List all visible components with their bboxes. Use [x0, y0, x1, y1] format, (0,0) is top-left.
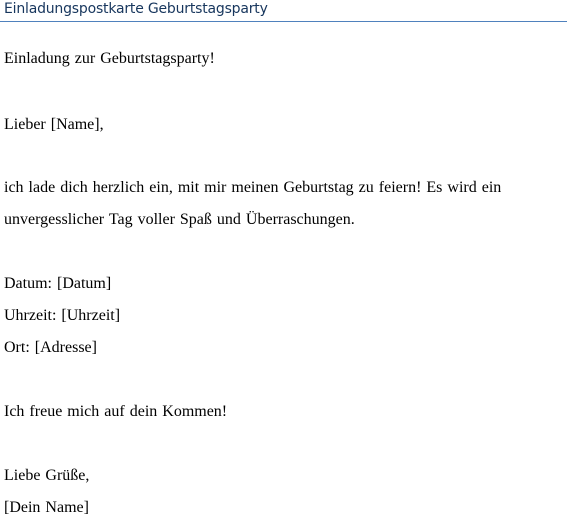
time-line: Uhrzeit: [Uhrzeit]: [4, 307, 121, 324]
date-line: Datum: [Datum]: [4, 275, 112, 292]
letter-greeting: Liebe Grüße,: [4, 467, 90, 484]
letter-salutation: Lieber [Name],: [4, 116, 104, 133]
letter-body-line-1: ich lade dich herzlich ein, mit mir meinen Geburtstag zu feiern! Es wird ein: [4, 179, 502, 196]
letter-signature: [Dein Name]: [4, 499, 89, 516]
place-line: Ort: [Adresse]: [4, 339, 97, 356]
letter-body-line-2: unvergesslicher Tag voller Spaß und Überraschungen.: [4, 211, 355, 228]
document-title: Einladungspostkarte Geburtstagsparty: [4, 1, 268, 17]
document-header: [0, 0, 567, 22]
closing-sentence: Ich freue mich auf dein Kommen!: [4, 403, 228, 420]
letter-heading: Einladung zur Geburtstagsparty!: [4, 50, 215, 67]
